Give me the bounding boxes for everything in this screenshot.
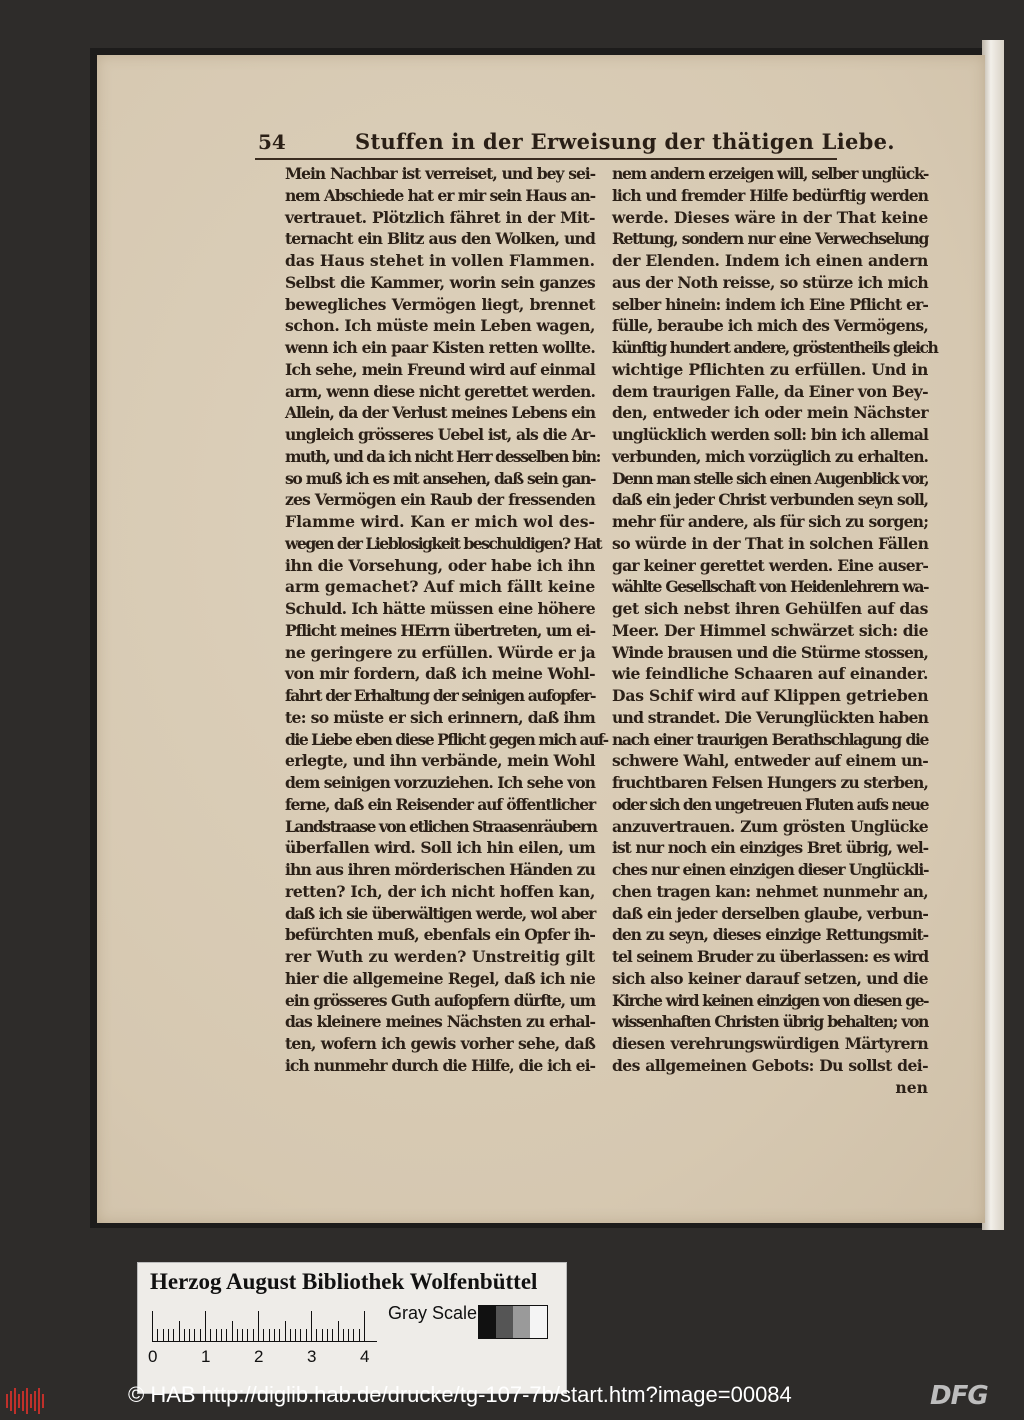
ruler-tick [184,1329,185,1341]
ruler-tick [194,1329,195,1341]
text-line: Das Schif wird auf Klippen getrieben [612,686,929,705]
logo-bar [18,1394,20,1408]
ruler-tick [253,1329,254,1341]
ruler-tick [364,1311,365,1341]
copyright-url[interactable]: © HAB http://diglib.hab.de/drucke/tg-107-7b/start.htm?image=00084 [128,1382,792,1407]
text-line: Mein Nachbar ist verreiset, und bey sei- [285,164,595,183]
text-line: den, entweder ich oder mein Nächster [612,403,928,423]
text-line: muth, und da ich nicht Herr desselben bin: [285,446,600,466]
ruler-tick [295,1329,296,1341]
text-line: wählte Gesellschaft von Heidenlehrern wa- [612,577,928,597]
text-line: fahrt der Erhaltung der seinigen aufopfer- [285,686,595,705]
gray-swatch [530,1306,547,1338]
adjacent-page-edge [982,40,1004,1230]
ruler-tick [179,1321,180,1341]
text-line: fülle, beraube ich mich des Vermögens, [612,316,928,336]
text-line: anzuvertrauen. Zum grösten Unglücke [612,816,928,836]
gray-swatch [479,1306,496,1338]
text-line: ist nur noch ein einziges Bret übrig, wel- [612,838,928,858]
text-line: Schuld. Ich hätte müssen eine höhere [285,599,596,618]
text-line: daß ein jeder Christ verbunden seyn soll, [612,490,928,510]
text-line: wegen der Lieblosigkeit beschuldigen? Hat [285,533,602,553]
ruler-scale [152,1305,377,1342]
ruler-tick [263,1329,264,1341]
ruler-tick [327,1329,328,1341]
text-line: tel seinem Bruder zu überlassen: es wird [612,947,928,966]
header-rule [255,158,837,160]
text-line: oder sich den ungetreuen Fluten aufs neue [612,794,928,814]
logo-bar [14,1388,16,1414]
ruler-tick [290,1329,291,1341]
text-line: künftig hundert andere, gröstentheils gleich [612,338,938,357]
text-line: Selbst die Kammer, worin sein ganzes [285,272,595,292]
text-line: Ich sehe, mein Freund wird auf einmal [285,359,595,379]
logo-bar [30,1394,32,1408]
text-line: wenn ich ein paar Kisten retten wollte. [285,338,595,357]
ruler-tick [348,1329,349,1341]
gray-swatch [513,1306,530,1338]
ruler-tick [226,1329,227,1341]
ruler-tick [216,1329,217,1341]
text-line: den zu seyn, dieses einzige Rettungsmit- [612,925,928,945]
ruler-tick [274,1329,275,1341]
text-line: Allein, da der Verlust meines Lebens ein [285,403,595,423]
text-line: diesen verehrungswürdigen Märtyrern [612,1034,928,1053]
text-line: Rettung, sondern nur eine Verwechselung [612,229,928,249]
text-line: schwere Wahl, entweder auf einem un- [612,751,928,771]
ruler-tick [269,1329,270,1341]
text-line: ferne, daß ein Reisender auf öffentlicher [285,794,595,814]
text-line: chen tragen kan: nehmet nunmehr an, [612,881,928,901]
text-line: unglücklich werden soll: bin ich allemal [612,425,928,444]
text-line: rer Wuth zu werden? Unstreitig gilt [285,947,595,966]
text-line: selber hinein: indem ich Eine Pflicht er- [612,294,928,314]
ruler-label: 2 [254,1347,264,1366]
text-line: aus der Noth reisse, so stürze ich mich [612,272,928,292]
text-line: hier die allgemeine Regel, daß ich nie [285,968,596,988]
text-line: verbunden, mich vorzüglich zu erhalten. [612,446,928,466]
logo-bar [34,1391,36,1411]
gray-swatch [496,1306,513,1338]
text-line: nen [895,1077,928,1097]
ruler-tick [163,1329,164,1341]
text-line: arm gemachet? Auf mich fällt keine [285,577,596,597]
ruler-tick [152,1311,153,1341]
text-line: schon. Ich müste mein Leben wagen, [285,316,596,336]
text-line: nach einer traurigen Berathschlagung die [612,729,928,749]
ruler-tick [242,1329,243,1341]
ruler-label: 4 [360,1347,370,1366]
ruler-label: 1 [201,1347,211,1366]
text-line: von mir fordern, daß ich meine Wohl- [285,664,595,684]
ruler-tick [279,1329,280,1341]
ruler-tick [353,1329,354,1341]
text-line: bewegliches Vermögen liegt, brennet [285,294,595,314]
ruler-label: 0 [148,1347,158,1366]
text-line: Meer. Der Himmel schwärzet sich: die [612,620,928,640]
ruler-tick [359,1329,360,1341]
text-line: Kirche wird keinen einzigen von diesen ge- [612,990,928,1010]
text-line: erlegte, und ihn verbände, mein Wohl [285,751,595,771]
left-text-column [285,163,608,1077]
color-calibration-card [137,1262,567,1394]
text-line: nem andern erzeigen will, selber unglück- [612,164,928,183]
text-line: mehr für andere, als für sich zu sorgen; [612,512,929,531]
text-line: ihn die Vorsehung, oder habe ich ihn [285,555,595,575]
hab-logo-icon [6,1384,46,1414]
text-line: arm, wenn diese nicht gerettet werden. [285,381,595,401]
logo-bar [6,1394,8,1408]
ruler-tick [316,1329,317,1341]
ruler-tick [210,1329,211,1341]
library-name: Herzog August Bibliothek Wolfenbüttel [150,1269,538,1294]
text-line: zes Vermögen ein Raub der fressenden [285,490,595,510]
page-number: 54 [258,130,286,154]
ruler-label: 3 [307,1347,317,1366]
gray-scale-swatches [478,1305,548,1339]
text-line: der Elenden. Indem ich einen andern [612,251,928,270]
text-line: ten, wofern ich gewis vorher sehe, daß [285,1034,595,1053]
ruler-tick [258,1311,259,1341]
right-text-column [612,163,938,1098]
ruler-tick [200,1329,201,1341]
text-line: ihn aus ihren mörderischen Händen zu [285,860,595,879]
ruler-tick [189,1329,190,1341]
ruler-tick [332,1329,333,1341]
text-line: so muß ich es mit ansehen, daß sein gan- [285,468,595,488]
ruler-tick [338,1321,339,1341]
text-line: ein grösseres Guth aufopfern dürfte, um [285,990,595,1010]
text-line: überfallen wird. Soll ich hin eilen, um [285,838,595,858]
ruler-tick [311,1311,312,1341]
gray-scale-label: Gray Scale [388,1303,478,1323]
text-line: wie feindliche Schaaren auf einander. [612,664,928,684]
text-line: fruchtbaren Felsen Hungers zu sterben, [612,773,928,792]
text-line: nem Abschiede hat er mir sein Haus an- [285,185,595,205]
text-line: die Liebe eben diese Pflicht gegen mich auf- [285,729,608,749]
text-line: das kleinere meines Nächsten zu erhal- [285,1012,595,1032]
text-line: ternacht ein Blitz aus den Wolken, und [285,229,595,249]
text-line: und strandet. Die Verunglückten haben [612,707,929,727]
ruler-tick [343,1329,344,1341]
text-line: wissenhaften Christen übrig behalten; von [612,1012,928,1032]
text-line: das Haus stehet in vollen Flammen. [285,251,595,270]
dfg-logo: DFG [930,1381,988,1411]
text-line: daß ein jeder derselben glaube, verbun- [612,903,928,923]
text-line: te: so müste er sich erinnern, daß ihm [285,707,595,727]
ruler-tick [157,1329,158,1341]
ruler-tick [237,1329,238,1341]
logo-bar [22,1391,24,1411]
text-line: ne geringere zu erfüllen. Würde er ja [285,642,596,662]
text-line: Pflicht meines HErrn übertreten, um ei- [285,620,595,640]
text-line: ches nur einen einzigen dieser Unglückli- [612,860,929,879]
ruler-tick [247,1329,248,1341]
ruler-tick [322,1329,323,1341]
text-line: retten? Ich, der ich nicht hoffen kan, [285,881,595,901]
ruler-tick [205,1311,206,1341]
logo-bar [38,1388,40,1414]
text-line: lich und fremder Hilfe bedürftig werden [612,185,928,205]
text-line: des allgemeinen Gebots: Du sollst dei- [612,1055,928,1075]
text-line: so würde in der That in solchen Fällen [612,533,929,553]
text-line: sich also keiner darauf setzen, und die [612,968,928,988]
text-line: gar keiner gerettet werden. Eine auser- [612,555,928,575]
ruler-tick [232,1321,233,1341]
text-line: werde. Dieses wäre in der That keine [612,207,929,227]
text-line: vertrauet. Plötzlich fähret in der Mit- [285,207,595,227]
ruler-tick [285,1321,286,1341]
text-line: dem traurigen Falle, da Einer von Bey- [612,381,928,401]
logo-bar [42,1394,44,1408]
ruler-tick [300,1329,301,1341]
text-line: ungleich grösseres Uebel ist, als die Ar- [285,425,595,444]
text-line: Flamme wird. Kan er mich wol des- [285,512,595,531]
text-line: Winde brausen und die Stürme stossen, [612,642,928,662]
text-line: dem seinigen vorzuziehen. Ich sehe von [285,773,595,792]
text-line: befürchten muß, ebenfals ein Opfer ih- [285,925,595,945]
ruler-tick [168,1329,169,1341]
text-line: Landstraase von etlichen Straasenräubern [285,816,597,836]
ruler-tick [221,1329,222,1341]
text-line: get sich nebst ihren Gehülfen auf das [612,599,928,618]
text-line: ich nunmehr durch die Hilfe, die ich ei- [285,1055,595,1075]
running-title: Stuffen in der Erweisung der thätigen Liebe. [355,129,895,154]
ruler-tick [306,1329,307,1341]
text-line: Denn man stelle sich einen Augenblick vor, [612,468,928,488]
text-line: wichtige Pflichten zu erfüllen. Und in [612,359,928,379]
ruler-tick [173,1329,174,1341]
logo-bar [26,1388,28,1414]
text-line: daß ich sie überwältigen werde, wol aber [285,903,595,923]
logo-bar [10,1391,12,1411]
